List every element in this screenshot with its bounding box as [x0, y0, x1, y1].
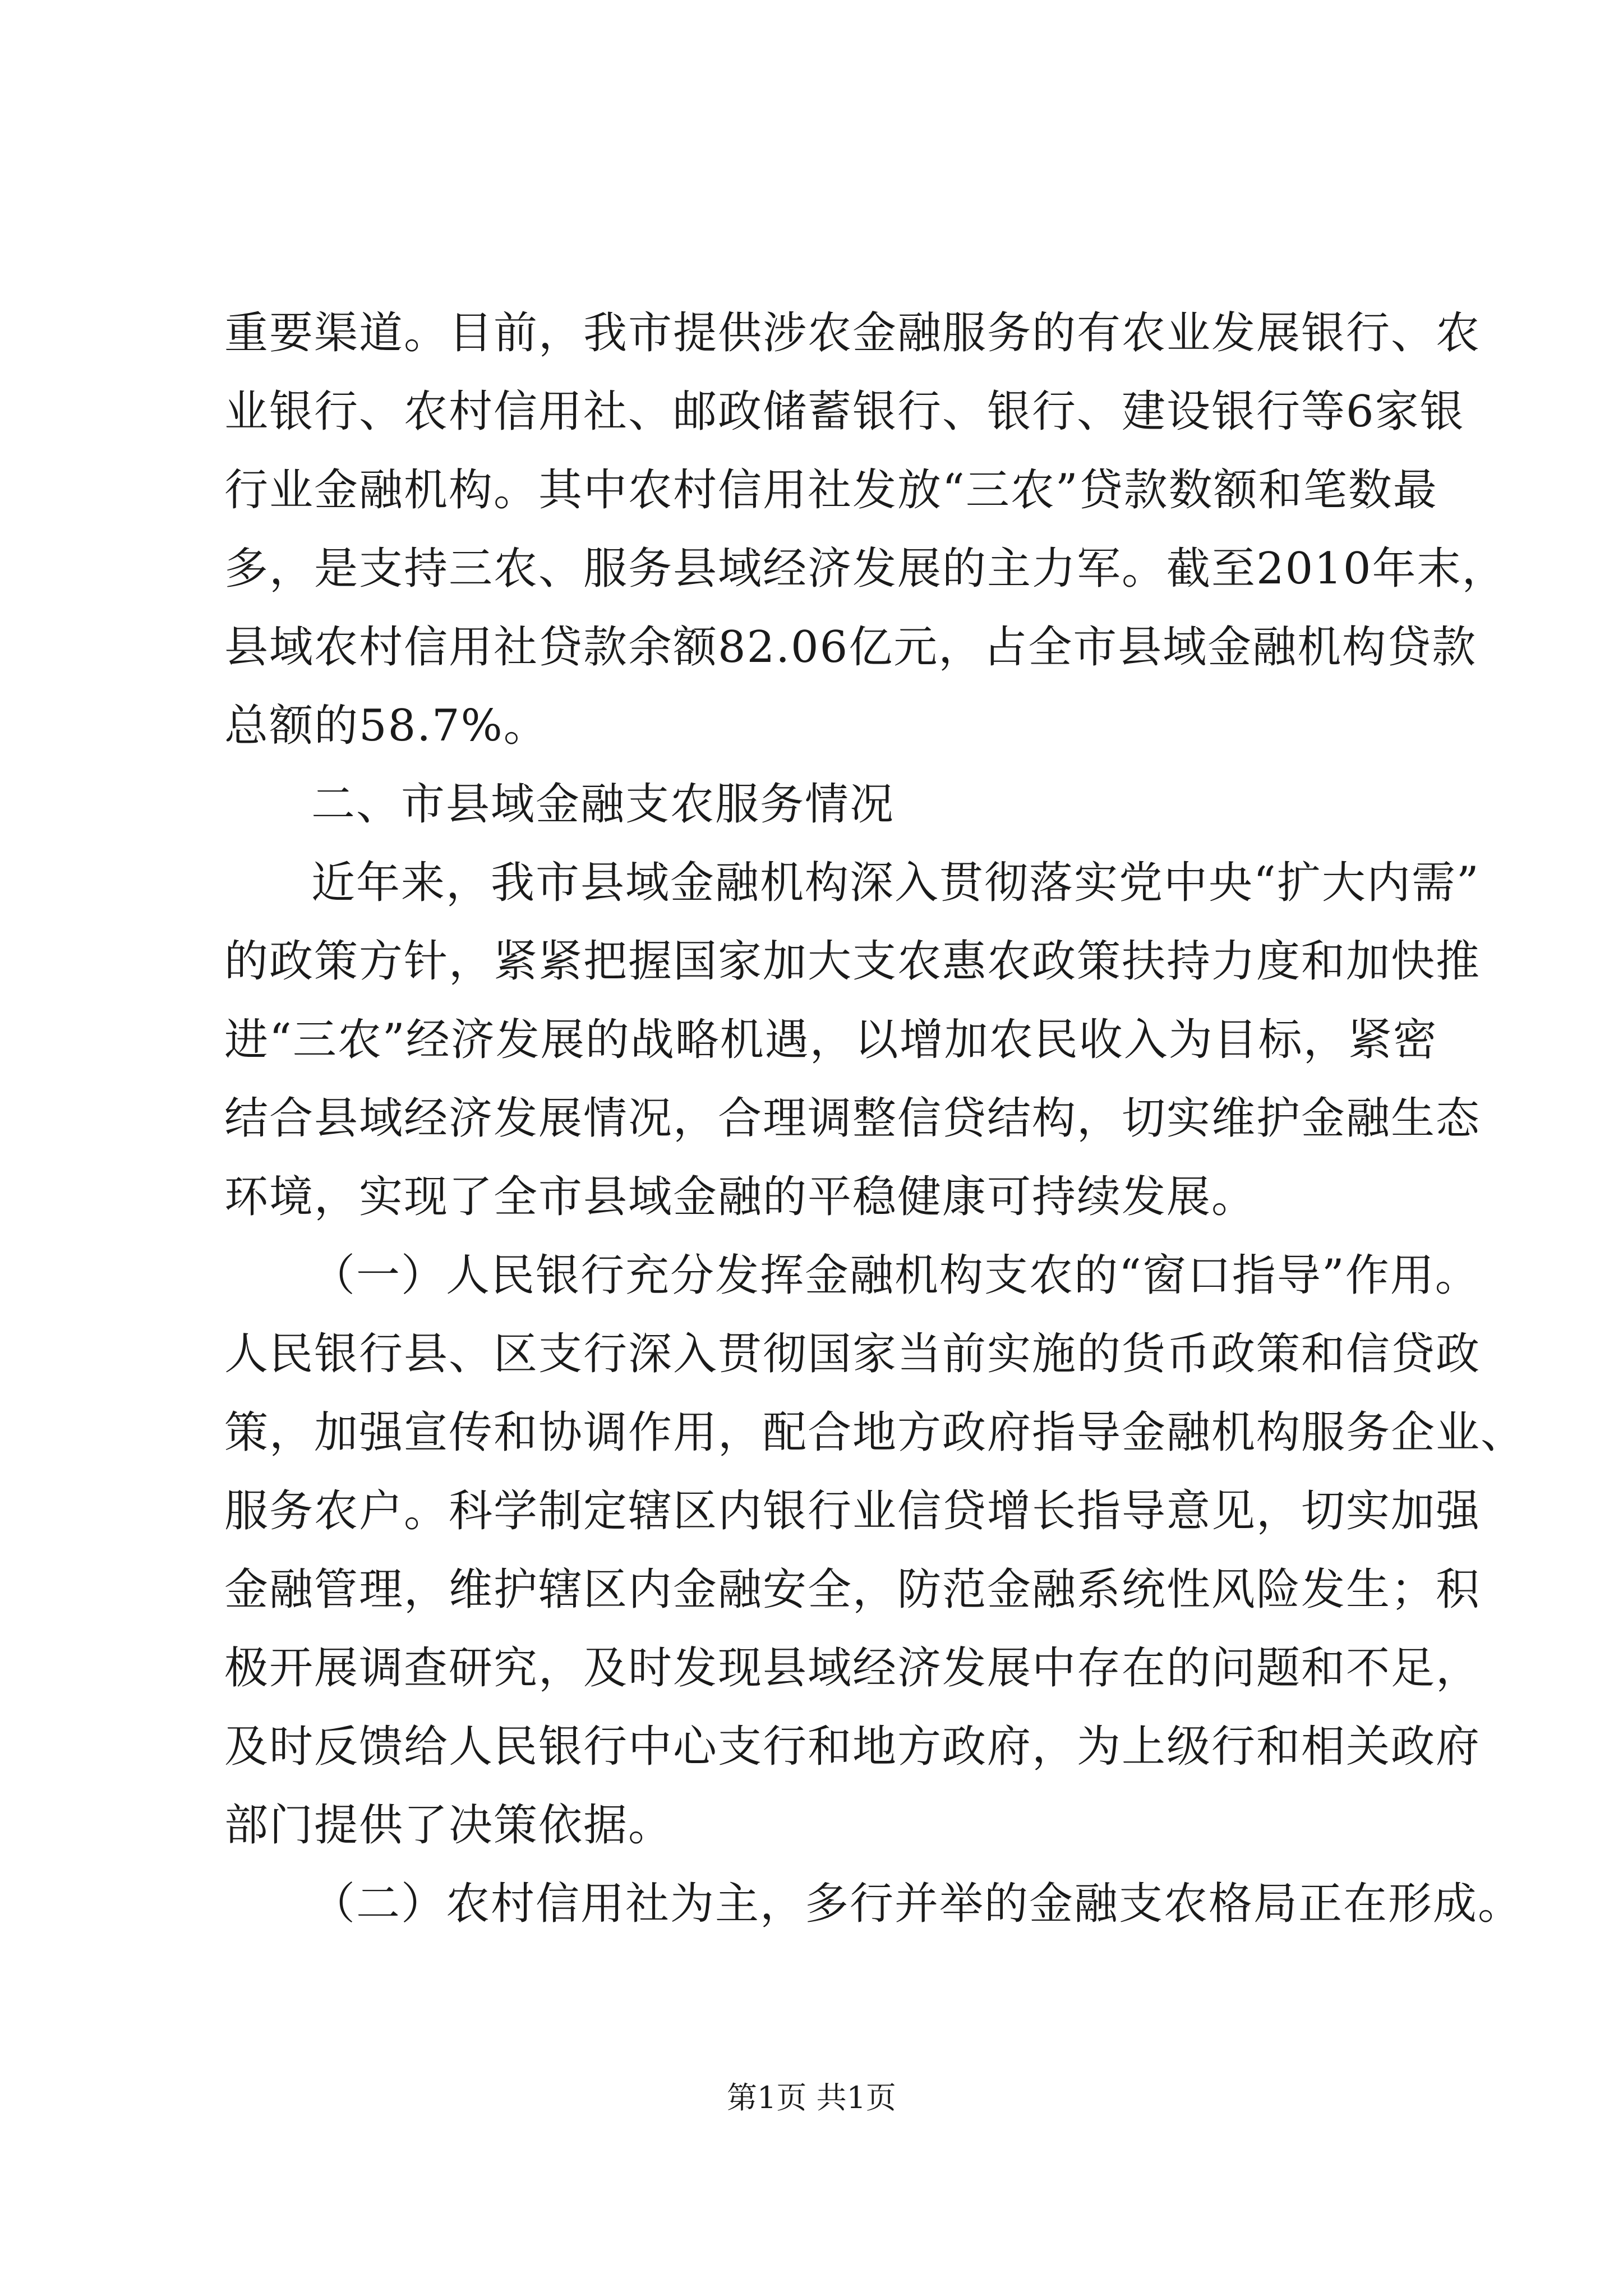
- page-number-footer: 第1页 共1页: [727, 2080, 896, 2115]
- paragraph-line: 行业金融机构。其中农村信用社发放“三农”贷款数额和笔数最: [224, 465, 1438, 516]
- section-heading: 二、市县域金融支农服务情况: [311, 779, 895, 830]
- paragraph-line: 策，加强宣传和协调作用，配合地方政府指导金融机构服务企业、: [224, 1407, 1526, 1458]
- paragraph-line: 人民银行县、区支行深入贯彻国家当前实施的货币政策和信贷政: [224, 1329, 1481, 1379]
- paragraph-line: 重要渠道。目前，我市提供涉农金融服务的有农业发展银行、农: [224, 308, 1481, 358]
- subsection-heading: （一）人民银行充分发挥金融机构支农的“窗口指导”作用。: [311, 1250, 1480, 1301]
- paragraph-line: 县域农村信用社贷款余额82.06亿元，占全市县域金融机构贷款: [224, 622, 1477, 673]
- subsection-heading: （二）农村信用社为主，多行并举的金融支农格局正在形成。: [311, 1879, 1523, 1929]
- paragraph-line: 部门提供了决策依据。: [224, 1800, 674, 1851]
- paragraph-line: 及时反馈给人民银行中心支行和地方政府，为上级行和相关政府: [224, 1722, 1481, 1772]
- paragraph-line: 环境，实现了全市县域金融的平稳健康可持续发展。: [224, 1172, 1257, 1222]
- paragraph-line: 业银行、农村信用社、邮政储蓄银行、银行、建设银行等6家银: [224, 386, 1465, 437]
- paragraph-line: 近年来，我市县域金融机构深入贯彻落实党中央“扩大内需”: [311, 858, 1480, 908]
- paragraph-line: 多，是支持三农、服务县域经济发展的主力军。截至2010年末，: [224, 544, 1507, 594]
- paragraph-line: 服务农户。科学制定辖区内银行业信贷增长指导意见，切实加强: [224, 1486, 1481, 1536]
- paragraph-line: 极开展调查研究，及时发现县域经济发展中存在的问题和不足，: [224, 1643, 1481, 1694]
- paragraph-line: 的政策方针，紧紧把握国家加大支农惠农政策扶持力度和加快推: [224, 936, 1481, 987]
- paragraph-line: 总额的58.7%。: [224, 701, 548, 751]
- paragraph-line: 金融管理，维护辖区内金融安全，防范金融系统性风险发生；积: [224, 1565, 1481, 1615]
- paragraph-line: 结合县域经济发展情况，合理调整信贷结构，切实维护金融生态: [224, 1093, 1481, 1144]
- paragraph-line: 进“三农”经济发展的战略机遇，以增加农民收入为目标，紧密: [224, 1015, 1438, 1065]
